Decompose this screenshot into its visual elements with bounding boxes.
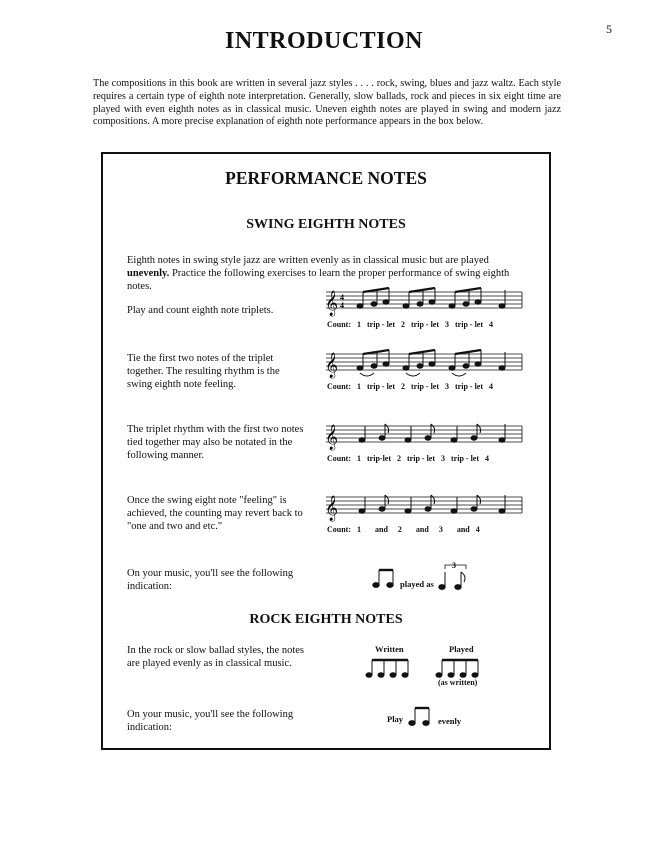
- page-number: 5: [606, 22, 612, 36]
- evenly-label: evenly: [438, 716, 462, 726]
- swing-triplet-icon: [436, 560, 470, 592]
- played-eighths-icon: [434, 656, 490, 680]
- page-title: INTRODUCTION: [224, 28, 424, 54]
- written-eighths-icon: [364, 656, 420, 680]
- staff-swing-and: [322, 489, 532, 529]
- swing-ex5-text: On your music, you'll see the following indication:: [127, 568, 294, 592]
- triplet-number: 3: [452, 561, 456, 570]
- treble-clef-icon: 𝄞: [325, 425, 339, 450]
- written-label: Written: [375, 644, 404, 654]
- count-row-4: Count: 1 and 2 and 3 and 4: [327, 525, 480, 534]
- as-written-label: (as written): [438, 678, 478, 687]
- svg-text:4: 4: [340, 301, 344, 310]
- rock-ex2-text: On your music, you'll see the following indication:: [127, 709, 294, 733]
- intro-paragraph: The compositions in this book are written in several jazz styles . . . . rock, swing, blues and jazz waltz. Each style requires a certain type of eighth note interpretation. Generally, slow ballads, rock and pieces in six eight time are played with even eighth notes as in classical music. Uneven eighth notes are played in swing and modern jazz compositions. A more precise explanation of eighth note performance appears in the box below.: [93, 78, 561, 128]
- even-eighths-icon: [406, 704, 436, 728]
- count-row-3: Count: 1 trip-let 2 trip - let 3 trip - let 4: [327, 454, 490, 463]
- swing-ex2-text: Tie the first two notes of the triplet together. The resulting rhythm is the swing eighth note feeling.: [127, 353, 280, 390]
- staff-quarter-eighth-triplets: [322, 418, 532, 458]
- treble-clef-icon: 𝄞: [325, 291, 339, 316]
- swing-ex4-text: Once the swing eight note "feeling" is achieved, the counting may revert back to "one and two and etc.": [127, 495, 303, 532]
- svg-text:4: 4: [340, 293, 344, 302]
- swing-ex3-text: The triplet rhythm with the first two notes tied together may also be notated in the following manner.: [127, 424, 304, 461]
- played-as-label: played as: [400, 579, 434, 589]
- treble-clef-icon: 𝄞: [325, 353, 339, 378]
- play-label: Play: [387, 714, 404, 724]
- staff-tied-triplets: [322, 346, 532, 386]
- count-row-2: Count: 1 trip - let 2 trip - let 3 trip - let 4: [327, 382, 494, 391]
- rock-heading: ROCK EIGHTH NOTES: [249, 612, 403, 627]
- swing-intro: Eighth notes in swing style jazz are written evenly as in classical music but are played unevenly. Practice the following exercises to learn the proper performance of swing eighth notes.: [127, 255, 510, 292]
- played-label: Played: [449, 644, 474, 654]
- treble-clef-icon: 𝄞: [325, 496, 339, 521]
- rock-ex1-text: In the rock or slow ballad styles, the notes are played evenly as in classical music.: [127, 645, 305, 669]
- performance-notes-heading: PERFORMANCE NOTES: [225, 168, 427, 188]
- count-row-1: Count: 1 trip - let 2 trip - let 3 trip - let 4: [327, 320, 494, 329]
- even-eighths-icon: [370, 566, 400, 590]
- swing-ex1-text: Play and count eighth note triplets.: [127, 305, 274, 316]
- swing-heading: SWING EIGHTH NOTES: [246, 217, 406, 232]
